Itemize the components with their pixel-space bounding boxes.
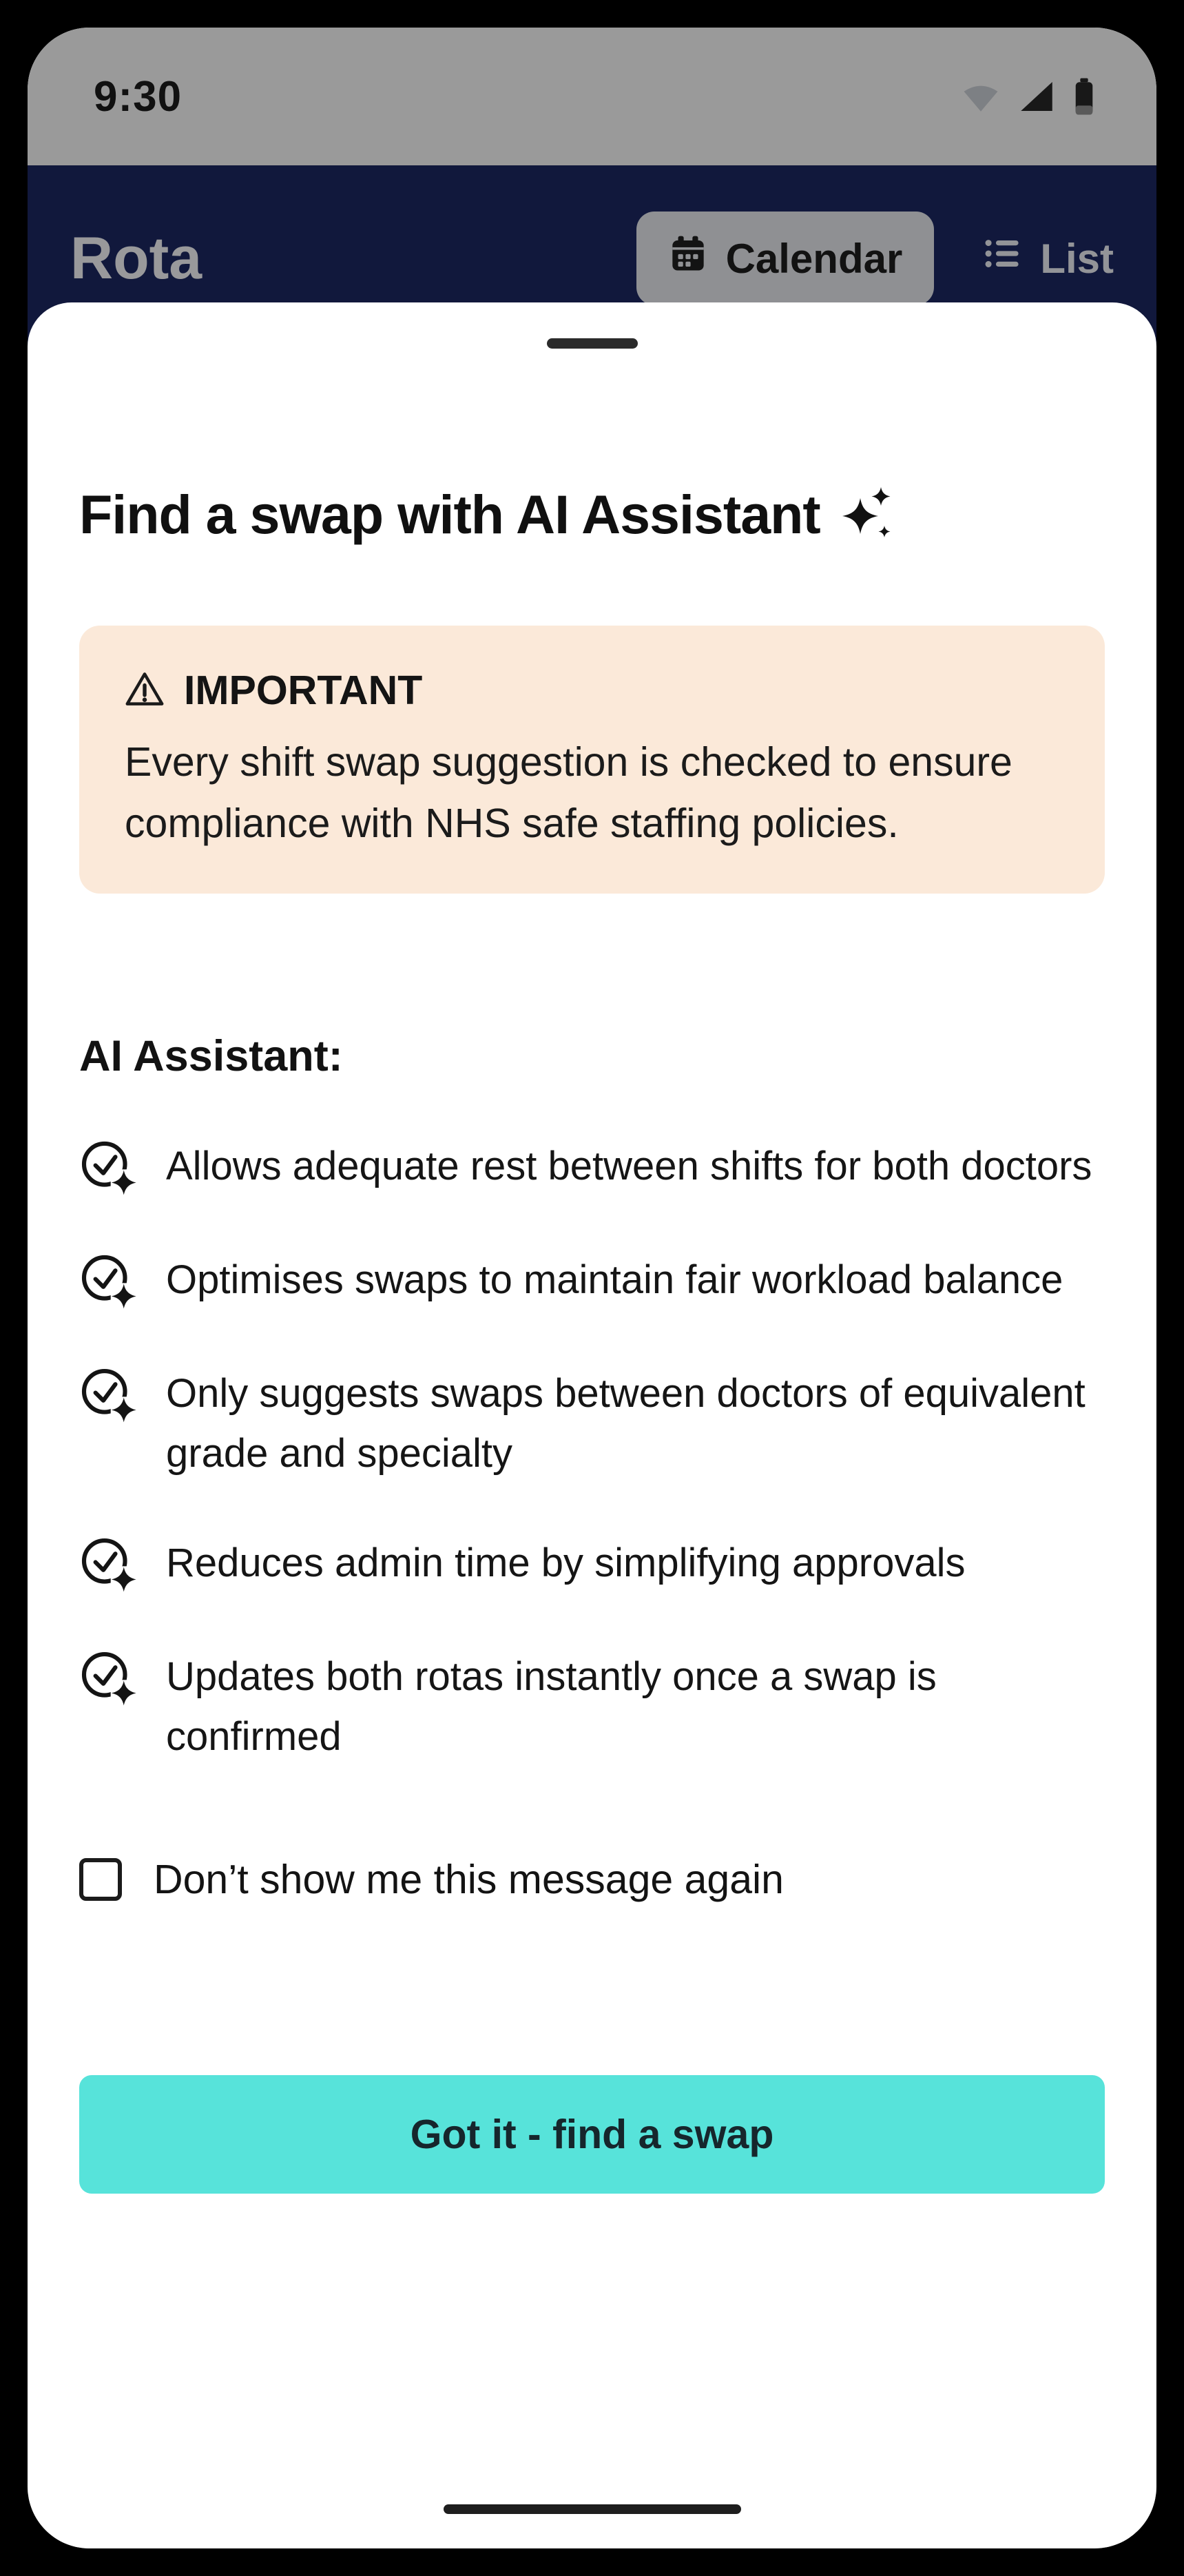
benefits-list: [79, 1136, 1105, 1766]
list-item: [79, 1647, 1105, 1766]
important-notice-header: [125, 667, 1059, 714]
check-sparkle-icon: [79, 1253, 137, 1314]
ai-swap-bottom-sheet: [28, 302, 1156, 2548]
dismiss-checkbox-row[interactable]: [79, 1856, 1105, 1903]
benefit-text: Optimises swaps to maintain fair workload balance: [166, 1257, 1063, 1302]
warning-triangle-icon: [125, 670, 165, 711]
home-indicator[interactable]: [444, 2504, 741, 2514]
important-heading: IMPORTANT: [184, 668, 423, 713]
tab-list-label: List: [1040, 235, 1114, 282]
list-item: [79, 1363, 1105, 1483]
benefit-text: Updates both rotas instantly once a swap is confirmed: [166, 1654, 937, 1759]
check-sparkle-icon: [79, 1366, 137, 1428]
important-body: Every shift swap suggestion is checked to ensure compliance with NHS safe staffing policies.: [125, 739, 1012, 846]
app-title: Rota: [70, 225, 202, 291]
sheet-title-row: [79, 483, 1105, 546]
benefit-text: Only suggests swaps between doctors of equivalent grade and specialty: [166, 1371, 1086, 1476]
dismiss-checkbox-label: Don’t show me this message again: [154, 1857, 784, 1902]
ai-assistant-heading: AI Assistant:: [79, 1032, 343, 1080]
sparkles-icon: [841, 486, 893, 544]
important-notice: [79, 626, 1105, 894]
phone-screen: [28, 28, 1156, 2548]
tab-calendar-label: Calendar: [725, 235, 903, 282]
sheet-title: Find a swap with AI Assistant: [79, 484, 820, 545]
dismiss-checkbox[interactable]: [79, 1858, 122, 1901]
status-time: 9:30: [94, 72, 183, 121]
list-item: [79, 1250, 1105, 1314]
check-sparkle-icon: [79, 1649, 137, 1711]
benefit-text: Allows adequate rest between shifts for both doctors: [166, 1144, 1092, 1188]
benefit-text: Reduces admin time by simplifying approvals: [166, 1541, 966, 1585]
check-sparkle-icon: [79, 1139, 137, 1200]
list-item: [79, 1533, 1105, 1597]
check-sparkle-icon: [79, 1536, 137, 1597]
sheet-drag-handle[interactable]: [547, 338, 638, 349]
got-it-find-swap-button[interactable]: Got it - find a swap: [79, 2075, 1105, 2194]
list-item: [79, 1136, 1105, 1200]
